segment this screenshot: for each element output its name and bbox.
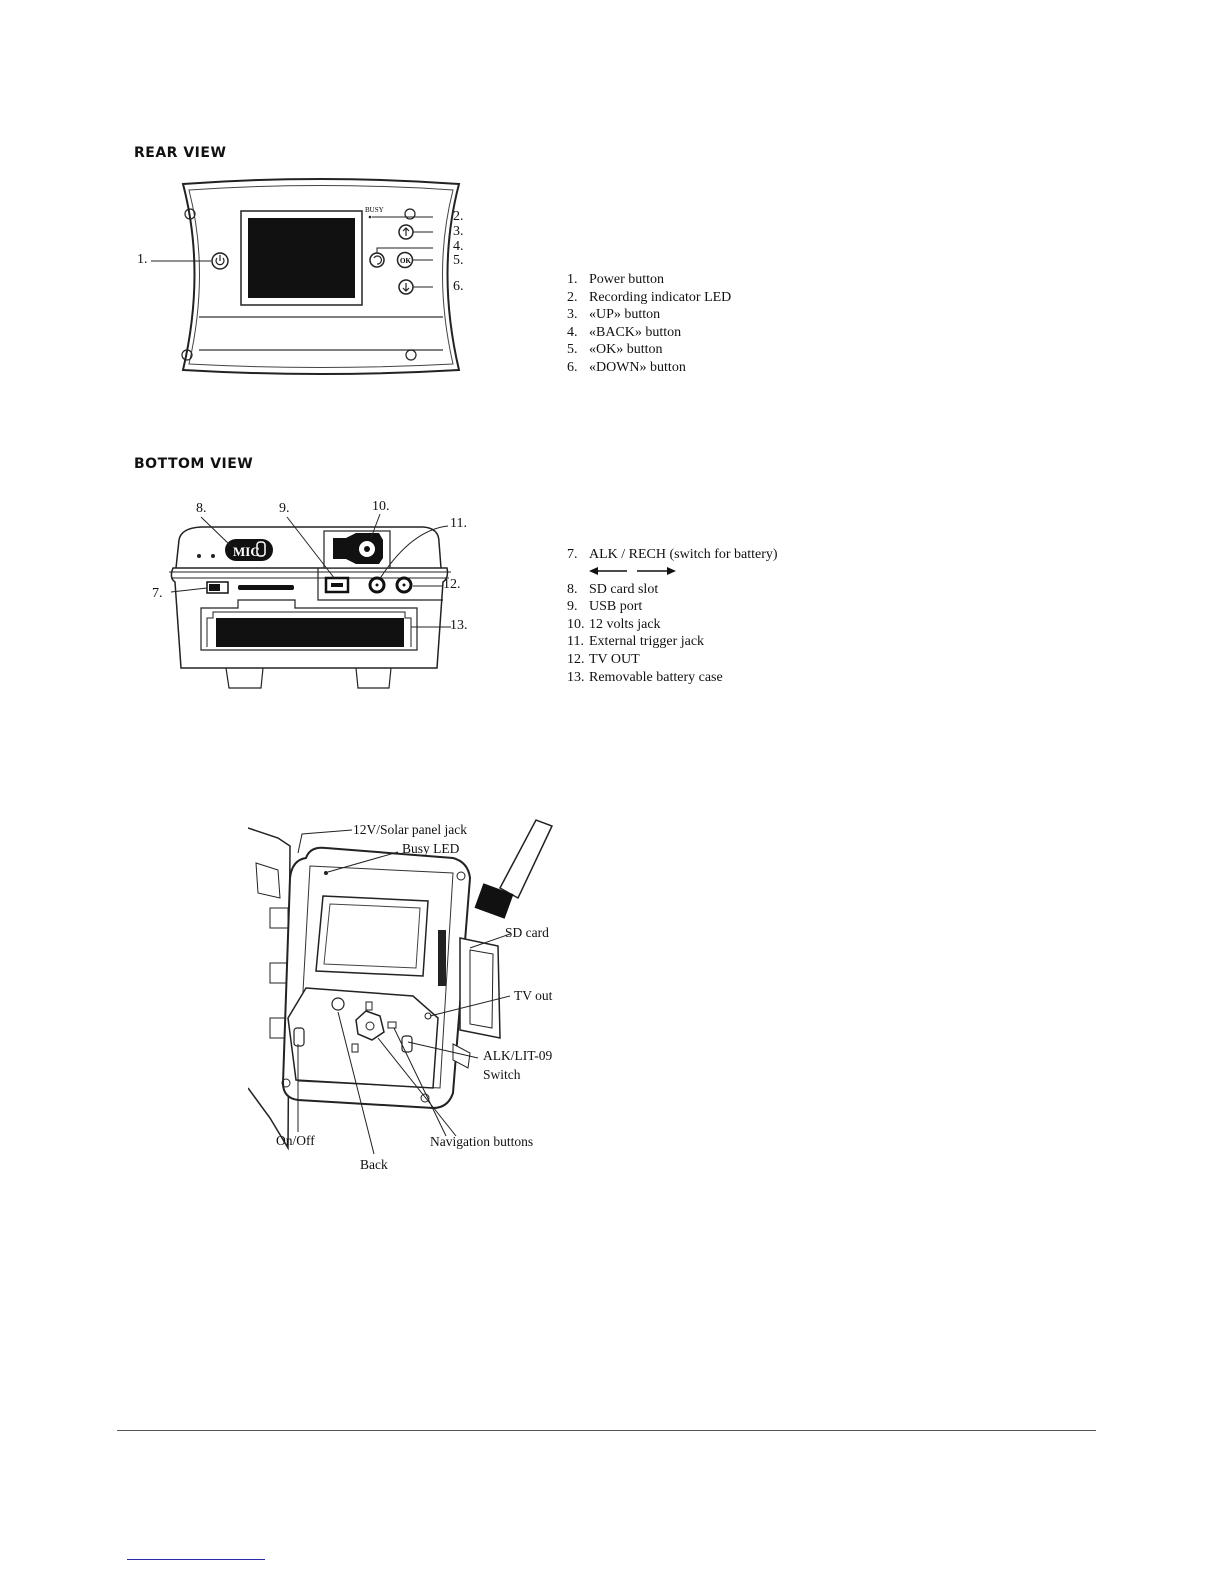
callout-7: 7. (152, 586, 163, 601)
legend-item: 5. «OK» button (567, 342, 663, 358)
label-busy-led: Busy LED (402, 841, 460, 856)
bottom-view-title: BOTTOM VIEW (134, 456, 254, 472)
legend-item: 9. USB port (567, 599, 643, 615)
label-switch: Switch (483, 1067, 521, 1082)
legend-item: 12. TV OUT (567, 651, 640, 667)
footer-link-underline (127, 1559, 265, 1560)
callout-3: 3. (453, 224, 464, 239)
callout-2: 2. (453, 209, 464, 224)
rear-view-title: REAR VIEW (134, 145, 227, 161)
rear-view-legend (567, 271, 731, 377)
legend-item: 10. 12 volts jack (567, 616, 661, 632)
legend-arrows (567, 564, 778, 581)
label-on-off: On/Off (276, 1133, 315, 1148)
legend-item: 13. Removable battery case (567, 669, 723, 685)
callout-1: 1. (137, 252, 148, 267)
callout-10: 10. (372, 499, 390, 514)
callout-12: 12. (443, 577, 461, 592)
bottom-view-figure (121, 500, 521, 702)
label-sd-card: SD card (505, 925, 549, 940)
legend-item: 7. ALK / RECH (switch for battery) (567, 547, 778, 562)
legend-item: 4. «BACK» button (567, 324, 682, 340)
bottom-view-legend (567, 546, 778, 686)
legend-item: 6. «DOWN» button (567, 359, 686, 375)
inside-view-figure (248, 818, 560, 1180)
callout-11: 11. (450, 516, 467, 531)
rear-view-figure (121, 172, 521, 387)
callout-9: 9. (279, 501, 290, 516)
callout-5: 5. (453, 253, 464, 268)
ok-label: OK (400, 257, 411, 265)
busy-label: BUSY (365, 206, 384, 214)
legend-item: 2. Recording indicator LED (567, 289, 732, 305)
label-tv-out: TV out (514, 988, 553, 1003)
callout-8: 8. (196, 501, 207, 516)
callout-13: 13. (450, 618, 468, 633)
label-navigation: Navigation buttons (430, 1134, 534, 1149)
footer-rule (117, 1430, 1096, 1431)
mic-label: MIC (233, 544, 260, 559)
legend-item: 3. «UP» button (567, 307, 661, 323)
legend-item: 1. Power button (567, 272, 665, 287)
label-solar-jack: 12V/Solar panel jack (353, 822, 467, 837)
legend-item: 11. External trigger jack (567, 634, 705, 650)
label-back: Back (360, 1157, 388, 1172)
legend-item: 8. SD card slot (567, 581, 659, 597)
label-alk-switch: ALK/LIT-09 (483, 1048, 553, 1063)
callout-6: 6. (453, 279, 464, 294)
callout-4: 4. (453, 239, 464, 254)
